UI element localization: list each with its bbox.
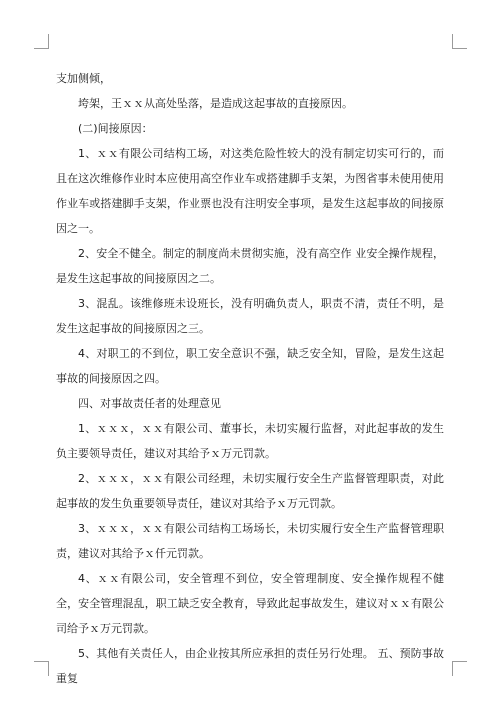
paragraph: 2、安全不健全。制定的制度尚未贯彻实施，没有高空作 业安全操作规程，是发生这起事故的间接原因之二。 xyxy=(56,247,444,285)
paragraph: 4、对职工的不到位，职工安全意识不强，缺乏安全知，冒险，是发生这起事故的间接原因之四。 xyxy=(56,347,444,385)
page-corner-mark-top-left xyxy=(34,34,49,49)
paragraph: 5、其他有关责任人，由企业按其所应承担的责任另行处理。 五、预防事故重复 xyxy=(56,647,444,685)
paragraph: 2、ｘｘｘ，ｘｘ有限公司经理，未切实履行安全生产监督管理职责，对此起事故的发生负重要领导责任，建议对其给予ｘ万元罚款。 xyxy=(56,472,444,510)
paragraph: 3、混乱。该维修班未设班长，没有明确负责人，职责不清，责任不明，是发生这起事故的间接原因之三。 xyxy=(56,297,444,335)
section-heading: (二)间接原因： xyxy=(78,122,153,135)
paragraph: 4、ｘｘ有限公司，安全管理不到位，安全管理制度、安全操作规程不健全，安全管理混乱，职工缺乏安全教育，导致此起事故发生，建议对ｘｘ有限公司给予ｘ万元罚款。 xyxy=(56,572,444,635)
paragraph: 垮架，王ｘｘ从高处坠落，是造成这起事故的直接原因。 xyxy=(78,97,353,110)
page-corner-mark-bottom-left xyxy=(34,661,49,676)
page-corner-mark-bottom-right xyxy=(452,661,467,676)
paragraph: 1、ｘｘ有限公司结构工场，对这类危险性较大的没有制定切实可行的，而且在这次维修作业时本应使用高空作业车或搭建脚手支架，为图省事未使用使用作业车或搭建脚手支架，作业票也没有注明安全事项，是发生这起事故的间接原因之一。 xyxy=(56,147,444,235)
section-heading: 四、对事故责任者的处理意见 xyxy=(78,397,221,410)
document-body xyxy=(56,66,444,691)
paragraph: 支加侧倾， xyxy=(56,72,111,85)
page-corner-mark-top-right xyxy=(452,34,467,49)
paragraph: 3、ｘｘｘ，ｘｘ有限公司结构工场场长，未切实履行安全生产监督管理职责，建议对其给予ｘ仟元罚款。 xyxy=(56,522,444,560)
paragraph: 1、ｘｘｘ，ｘｘ有限公司、董事长，未切实履行监督，对此起事故的发生负主要领导责任，建议对其给予ｘ万元罚款。 xyxy=(56,422,444,460)
